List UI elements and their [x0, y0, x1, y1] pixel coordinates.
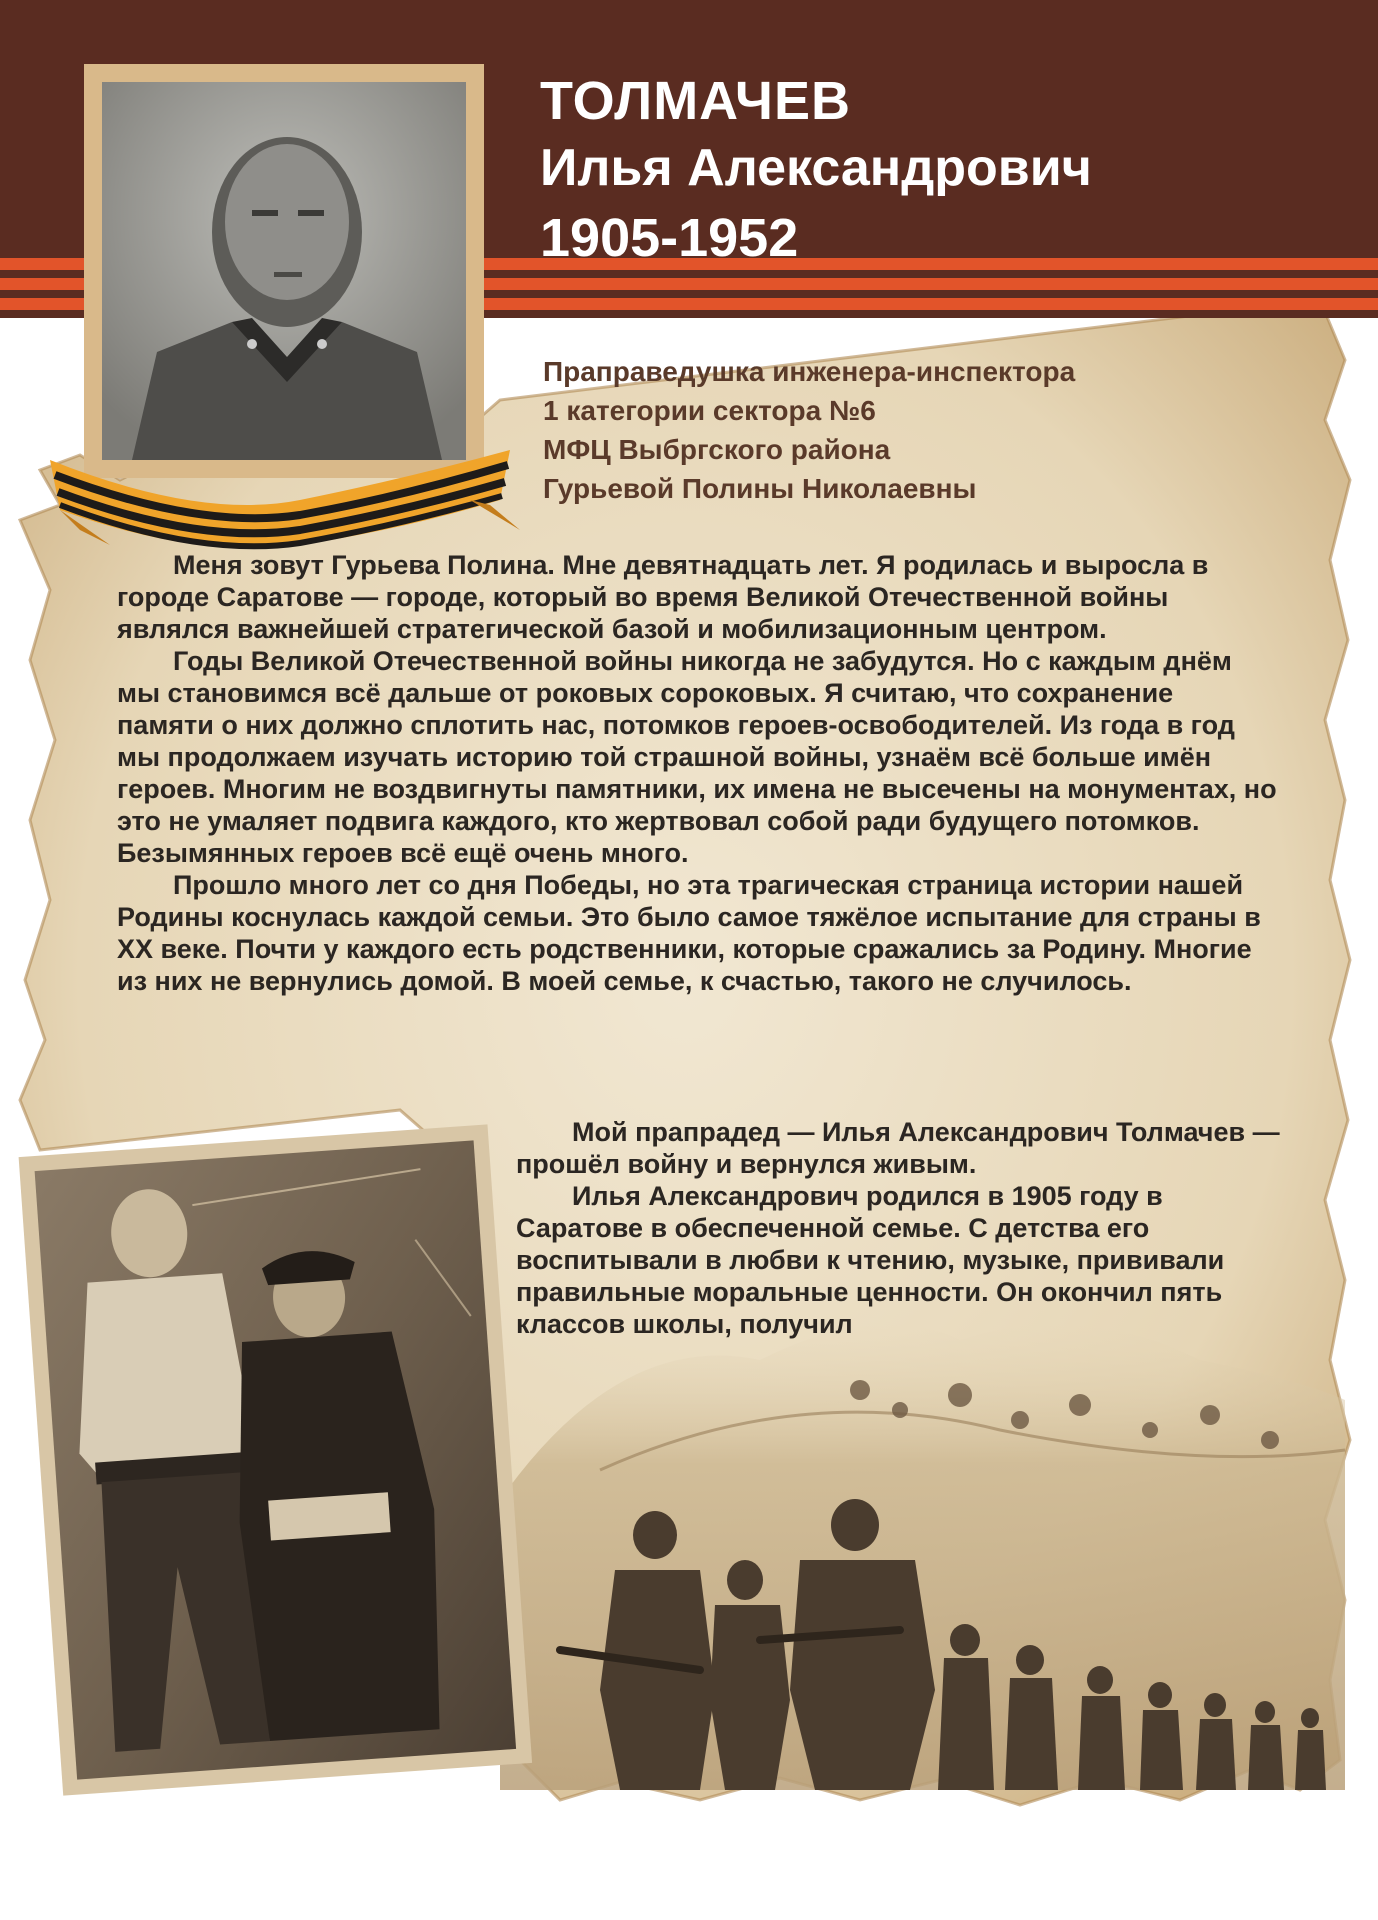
- years-title: 1905-1952: [540, 208, 799, 268]
- article-paragraph: Годы Великой Отечественной войны никогда не забудутся. Но с каждым днём мы становимся всё дальше от роковых сороковых. Я считаю, что сохранение памяти о них должно сплотить нас, потомков героев-освободителей. Из года в год мы продолжаем изучать историю той страшной войны, узнаём всё больше имён героев. Многим не воздвигнуты памятники, их имена не высечены на монументах, но это не умаляет подвига каждого, кто жертвовал собой ради будущего потомков. Безымянных героев всё ещё очень много.: [117, 646, 1277, 868]
- dedication-line: Гурьевой Полины Николаевны: [543, 473, 977, 504]
- dedication-line: 1 категории сектора №6: [543, 395, 876, 426]
- dedication-block: [543, 352, 1075, 508]
- surname-title: ТОЛМАЧЕВ: [540, 71, 852, 131]
- dedication-line: МФЦ Выбргского района: [543, 434, 891, 465]
- article-top: [117, 549, 1277, 997]
- dedication-line: Праправедушка инженера-инспектора: [543, 356, 1076, 387]
- article-bottom: [516, 1116, 1296, 1340]
- article-paragraph: Прошло много лет со дня Победы, но эта трагическая страница истории нашей Родины коснулась каждой семьи. Это было самое тяжёлое испытание для страны в XX веке. Почти у каждого есть родственники, которые сражались за Родину. Многие из них не вернулись домой. В моей семье, к счастью, такого не случилось.: [117, 870, 1261, 996]
- full-name-title: Илья Александрович: [540, 139, 1092, 197]
- article-paragraph: Меня зовут Гурьева Полина. Мне девятнадцать лет. Я родилась и выросла в городе Саратове — городе, который во время Великой Отечественной войны являлся важнейшей стратегической базой и мобилизационным центром.: [117, 550, 1209, 644]
- article-paragraph: Мой прапрадед — Илья Александрович Толмачев — прошёл войну и вернулся живым.: [516, 1117, 1280, 1179]
- article-paragraph: Илья Александрович родился в 1905 году в Саратове в обеспеченной семье. С детства его воспитывали в любви к чтению, музыке, прививали правильные моральные ценности. Он окончил пять классов школы, получил: [516, 1181, 1225, 1339]
